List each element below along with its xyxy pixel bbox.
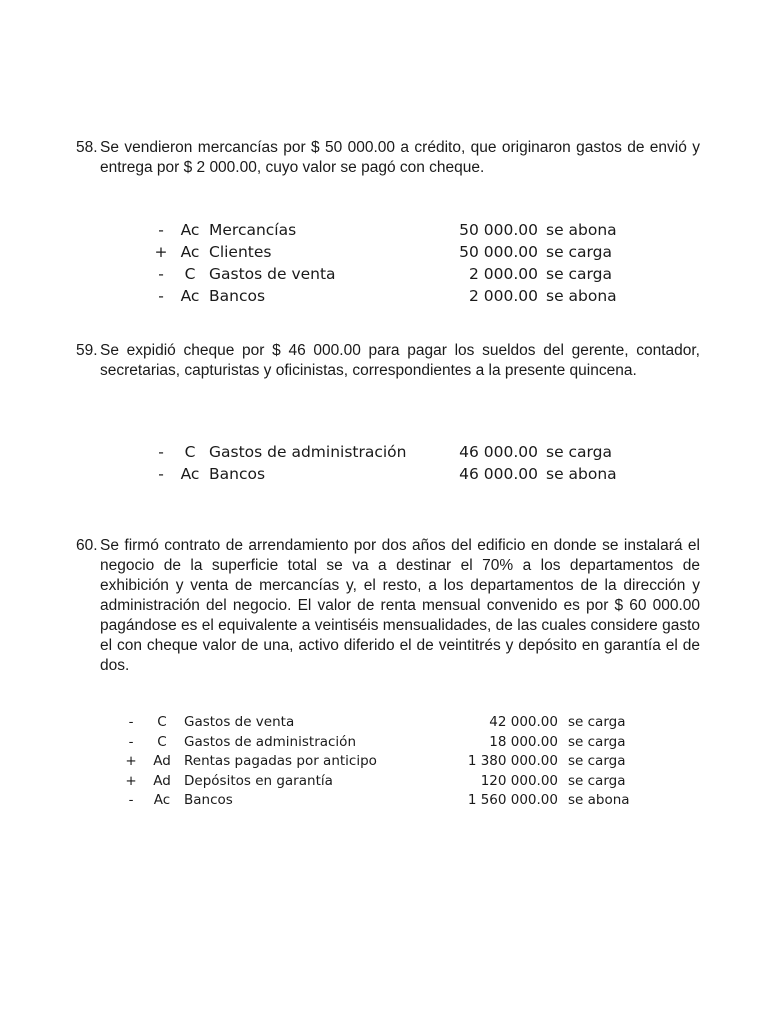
entry-account-type: C: [157, 714, 167, 730]
problem-statement: Se expidió cheque por $ 46 000.00 para pagar los sueldos del gerente, contador, secretarias, capturistas y oficinistas, correspondientes a la presente quincena.: [100, 342, 700, 379]
entry-sign: +: [125, 753, 137, 770]
entry-account-type: Ad: [153, 772, 171, 789]
entry-sign: -: [158, 443, 164, 461]
problem-statement: Se vendieron mercancías por $ 50 000.00 a crédito, que originaron gastos de envió y entrega por $ 2 000.00, cuyo valor se pagó con cheque.: [100, 139, 700, 176]
entry-account-type: Ad: [153, 753, 171, 770]
entry-amount: 18 000.00: [489, 733, 558, 750]
entry-amount: 42 000.00: [489, 714, 558, 730]
entry-account: Bancos: [209, 465, 266, 483]
entry-account: Depósitos en garantía: [184, 772, 333, 789]
entry-sign: -: [128, 733, 134, 750]
entry-amount: 46 000.00: [459, 443, 538, 461]
entry-sign: +: [125, 772, 137, 789]
entry-account: Bancos: [209, 287, 266, 305]
entry-amount: 2 000.00: [468, 265, 538, 283]
problem-number: 60.: [76, 537, 98, 554]
entry-action: se carga: [546, 265, 612, 283]
entry-action: se abona: [546, 221, 617, 239]
entry-action: se abona: [546, 287, 617, 305]
entry-account: Mercancías: [209, 221, 297, 239]
entry-amount: 1 380 000.00: [467, 753, 558, 770]
problem-statement: Se firmó contrato de arrendamiento por dos años del edificio en donde se instalará el negocio de la superficie total se va a destinar el 70% a los departamentos de exhibición y venta de mercancías y, el resto, a los departamentos de la dirección y administración del negocio. El valor de renta mensual convenido es por $ 60 000.00 pagándose es el equivalente a veintiséis mensualidades, de las cuales considere gasto el con cheque valor de una, activo diferido el de veintitrés y depósito en garantía el de dos.: [100, 537, 700, 674]
entry-account: Clientes: [209, 243, 272, 261]
entry-action: se carga: [568, 714, 626, 730]
entry-account-type: Ac: [180, 221, 200, 239]
entry-action: se carga: [546, 443, 612, 461]
entry-account-type: C: [157, 733, 167, 750]
entry-account: Gastos de administración: [184, 733, 356, 750]
entry-account-type: C: [184, 265, 196, 283]
problem-number: 59.: [76, 342, 98, 359]
entry-sign: -: [128, 714, 134, 730]
entry-account-type: Ac: [180, 243, 200, 261]
entry-amount: 120 000.00: [480, 772, 558, 789]
entry-action: se carga: [546, 243, 612, 261]
entry-amount: 1 560 000.00: [467, 792, 558, 809]
entry-account-type: Ac: [180, 287, 200, 305]
entry-action: se abona: [568, 792, 630, 809]
entry-account: Gastos de administración: [209, 443, 407, 461]
entry-action: se abona: [546, 465, 617, 483]
entry-amount: 50 000.00: [459, 221, 538, 239]
entry-action: se carga: [568, 772, 626, 789]
entry-account-type: Ac: [180, 465, 200, 483]
entry-action: se carga: [568, 753, 626, 770]
entry-amount: 46 000.00: [459, 465, 538, 483]
problem-59: [76, 341, 700, 381]
entry-sign: -: [158, 221, 164, 239]
problem-60: [76, 536, 700, 676]
entry-sign: +: [154, 243, 168, 261]
problem-58: [76, 138, 700, 178]
entry-sign: -: [158, 465, 164, 483]
entry-account: Bancos: [184, 792, 233, 809]
entry-sign: -: [158, 265, 164, 283]
entry-amount: 2 000.00: [468, 287, 538, 305]
entry-action: se carga: [568, 733, 626, 750]
entry-account-type: C: [184, 443, 196, 461]
entry-sign: -: [158, 287, 164, 305]
entry-account: Gastos de venta: [209, 265, 336, 283]
entry-sign: -: [128, 792, 134, 809]
entry-amount: 50 000.00: [459, 243, 538, 261]
entry-account-type: Ac: [153, 792, 171, 809]
problem-number: 58.: [76, 139, 98, 156]
entry-account: Gastos de venta: [184, 714, 295, 730]
entry-account: Rentas pagadas por anticipo: [184, 753, 377, 770]
